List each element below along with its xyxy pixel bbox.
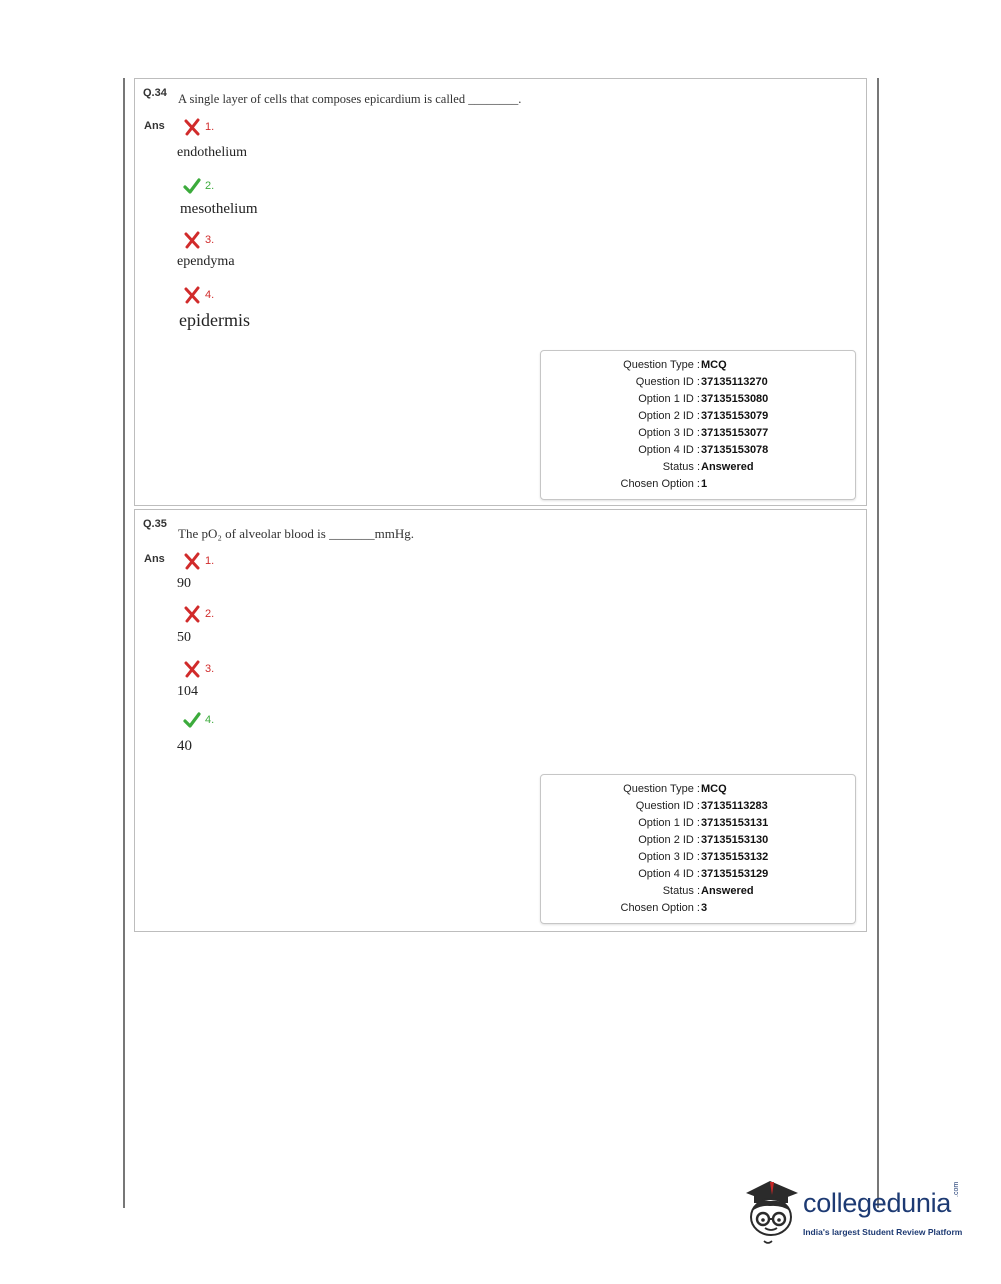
mascot-icon bbox=[740, 1175, 804, 1247]
option-3-text: 104 bbox=[177, 684, 198, 699]
page-right-rule bbox=[877, 78, 879, 1208]
option-2-mark bbox=[183, 176, 214, 196]
option-4-mark bbox=[183, 285, 214, 305]
option-number: 1. bbox=[205, 555, 215, 567]
cross-icon bbox=[183, 231, 201, 249]
cross-icon bbox=[183, 605, 201, 623]
option-number: 3. bbox=[205, 234, 215, 246]
info-row-option-4-id: Option 4 ID : 37135153078 bbox=[638, 444, 769, 456]
option-number: 4. bbox=[205, 714, 215, 726]
info-row-option-4-id: Option 4 ID : 37135153129 bbox=[638, 868, 769, 880]
page-left-rule bbox=[123, 78, 125, 1208]
info-row-option-2-id: Option 2 ID : 37135153079 bbox=[638, 410, 769, 422]
option-1-text: endothelium bbox=[177, 145, 247, 160]
question-text: A single layer of cells that composes epicardium is called ________. bbox=[178, 92, 522, 106]
cross-icon bbox=[183, 286, 201, 304]
info-row-question-id: Question ID : 37135113283 bbox=[635, 800, 768, 812]
logo-wordmark: collegedunia bbox=[803, 1188, 952, 1218]
option-4-mark bbox=[183, 710, 214, 730]
option-4-text: epidermis bbox=[179, 310, 250, 330]
option-3-mark bbox=[183, 230, 214, 250]
check-icon bbox=[183, 711, 201, 729]
info-row-option-3-id: Option 3 ID : 37135153132 bbox=[638, 851, 769, 863]
info-row-option-2-id: Option 2 ID : 37135153130 bbox=[638, 834, 769, 846]
cross-icon bbox=[183, 118, 201, 136]
cross-icon bbox=[183, 552, 201, 570]
option-4-text: 40 bbox=[177, 738, 192, 754]
option-2-text: 50 bbox=[177, 630, 191, 645]
option-2-text: mesothelium bbox=[180, 201, 258, 217]
option-number: 3. bbox=[205, 663, 215, 675]
option-2-mark bbox=[183, 604, 214, 624]
option-number: 4. bbox=[205, 289, 215, 301]
info-row-option-1-id: Option 1 ID : 37135153131 bbox=[638, 817, 769, 829]
question-text: The pO₂ of alveolar blood is _______mmHg. bbox=[178, 526, 414, 541]
question-info-box bbox=[540, 774, 856, 924]
info-row-option-1-id: Option 1 ID : 37135153080 bbox=[638, 393, 769, 405]
ans-label: Ans bbox=[144, 553, 165, 565]
option-number: 1. bbox=[205, 121, 215, 133]
question-number: Q.34 bbox=[143, 87, 167, 99]
option-1-mark bbox=[183, 117, 214, 137]
question-block-34 bbox=[134, 78, 867, 506]
question-block-35 bbox=[134, 509, 867, 932]
info-row-chosen-option: Chosen Option : 1 bbox=[620, 478, 708, 490]
info-row-question-id: Question ID : 37135113270 bbox=[635, 376, 768, 388]
option-number: 2. bbox=[205, 180, 215, 192]
question-info-box bbox=[540, 350, 856, 500]
logo-tagline: India's largest Student Review Platform bbox=[803, 1227, 963, 1237]
option-3-text: ependyma bbox=[177, 254, 235, 269]
collegedunia-logo bbox=[740, 1175, 970, 1250]
option-1-mark bbox=[183, 551, 214, 571]
info-row-question-type: Question Type : MCQ bbox=[623, 359, 727, 371]
option-3-mark bbox=[183, 659, 214, 679]
check-icon bbox=[183, 177, 201, 195]
info-row-question-type: Question Type : MCQ bbox=[623, 783, 727, 795]
logo-suffix: .com bbox=[953, 1181, 960, 1197]
info-row-status: Status : Answered bbox=[662, 885, 754, 897]
question-number: Q.35 bbox=[143, 518, 167, 530]
info-row-chosen-option: Chosen Option : 3 bbox=[620, 902, 708, 914]
option-1-text: 90 bbox=[177, 576, 191, 591]
ans-label: Ans bbox=[144, 120, 165, 132]
info-row-status: Status : Answered bbox=[662, 461, 754, 473]
option-number: 2. bbox=[205, 608, 215, 620]
info-row-option-3-id: Option 3 ID : 37135153077 bbox=[638, 427, 769, 439]
cross-icon bbox=[183, 660, 201, 678]
